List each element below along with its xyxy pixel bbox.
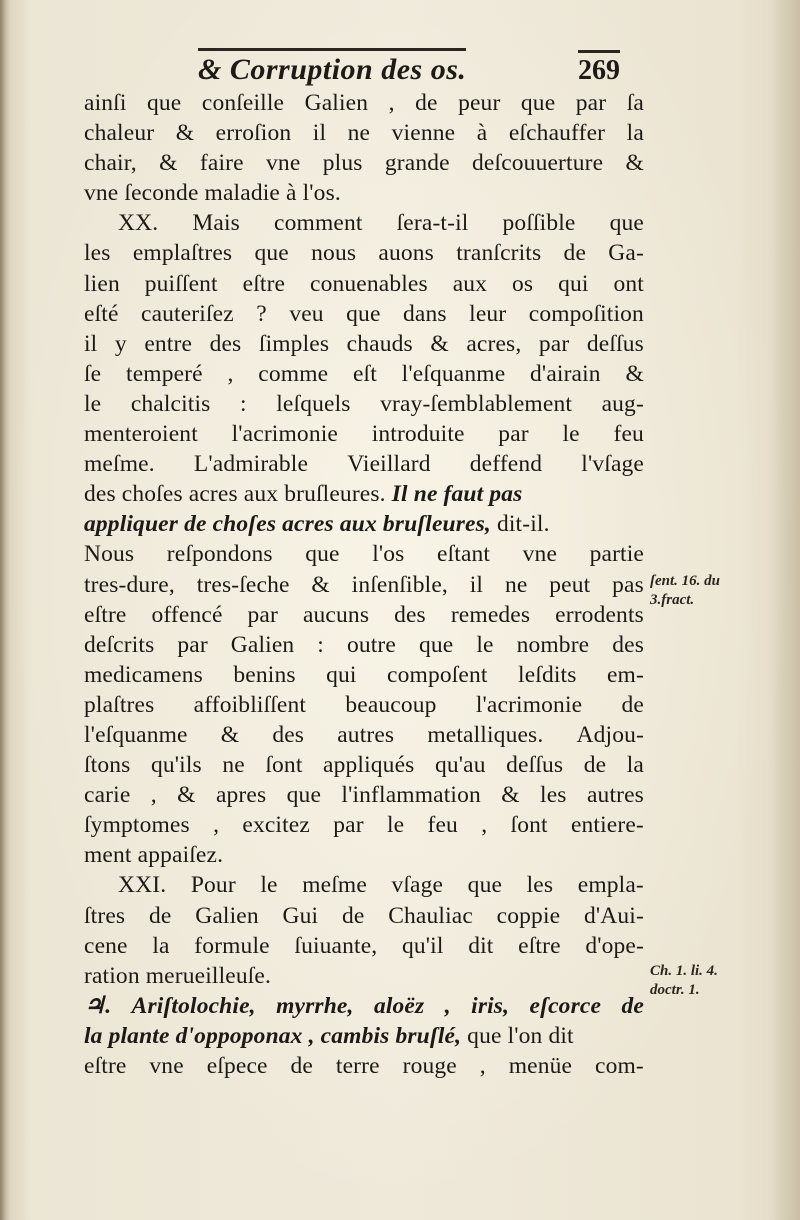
text-line [84,208,644,238]
word: ſtres [84,902,126,929]
margin-note-chapter [650,962,718,1000]
word: que [467,872,503,899]
word: de [583,752,607,779]
word: peut [549,571,591,598]
word: entre [144,330,193,357]
word: ſa [626,90,644,116]
word: eſtre [84,1053,127,1079]
word: Chauliac [388,902,473,929]
text-line [84,660,644,690]
word: L'admirable [193,451,309,478]
word: : [240,390,247,417]
word: eſpece [206,1053,268,1079]
word: rouge [402,1053,457,1079]
word: leſdits [518,661,577,688]
word: Galien [230,631,295,658]
word: les [526,872,554,899]
word: appliqués [323,752,415,779]
word: , [388,90,395,116]
word: ſera-t-il [396,210,469,237]
word: myrrhe, [276,992,354,1019]
word: , [213,812,220,839]
word: eſtre [242,270,286,297]
word: leur [469,300,507,327]
italic-run: Il ne faut pas [391,481,523,508]
word: que [305,541,340,568]
text-line [84,1051,644,1081]
word: par [498,421,529,448]
margin-note-line: 3.fract. [650,592,695,608]
text-line [84,479,644,509]
text-line [84,870,644,900]
word: apres [215,782,267,809]
word: les [540,782,567,809]
word: entiere- [570,812,644,839]
text-line [84,269,644,299]
word: l'eſquanme [84,721,188,748]
page-number: 269 [578,50,620,87]
word: Gui [282,902,319,929]
word: qu'ils [150,752,202,779]
word: & [625,150,644,177]
word: carie [84,782,131,809]
word: grande [384,150,450,177]
word: , [227,360,234,387]
word: ſuiuante, [294,932,378,959]
word: ſimples [258,330,330,357]
text-line: ration merueilleuſe. [84,962,272,989]
word: qu'au [434,752,486,779]
word: Mais [192,210,240,237]
margin-note-sent [650,572,720,610]
word: XXI. [118,872,167,899]
word: ſtons [84,752,131,779]
word: excitez [242,812,310,839]
word: : [317,631,324,658]
text-line [84,449,644,479]
word: que [609,210,644,237]
text-line [84,509,644,539]
word: , [150,782,157,809]
word: Galien [304,90,369,116]
word: remedes [450,601,531,628]
word: medicamens [84,661,203,688]
word: aloëz [373,992,425,1019]
word: eſchauffer [508,120,606,147]
word: il [84,330,98,357]
word: vne [149,1053,184,1079]
word: Ariſtolochie, [131,992,256,1019]
word: vienne [391,120,456,147]
word: em- [606,661,644,688]
word: le [476,631,494,658]
page-gutter [0,0,10,1220]
text-line [84,630,644,660]
word: dans [403,300,447,327]
word: com- [595,1053,644,1079]
text-line [84,600,644,630]
word: formule [194,932,270,959]
word: la [626,120,644,147]
word: XX. [118,210,159,237]
margin-note-line: Ch. 1. li. 4. [650,963,718,979]
word: à [476,120,488,147]
word: ſe [84,360,102,387]
word: chalcitis [130,390,211,417]
word: le [84,390,102,417]
word: que [147,90,182,116]
word: & [501,782,520,809]
text-line [84,1021,644,1051]
word: comme [258,360,329,387]
word: tres-dure, [84,571,175,598]
text-line [84,389,644,419]
word: d'airain [530,360,601,387]
word: compoſent [387,661,488,688]
word: benins [233,661,296,688]
word: qui [326,661,357,688]
word: chauds [346,330,413,357]
word: meſme. [84,451,155,478]
word: empla- [577,872,644,899]
word: peur [458,90,501,116]
word: que [286,782,322,809]
word: par [575,90,607,116]
text-line [84,750,644,780]
word: deſcouuerture [472,150,604,177]
text-line [84,299,644,329]
text-line [84,570,644,600]
word: deſſus [506,752,564,779]
word: des [209,330,242,357]
word: de [341,902,365,929]
word: emplaſtres [132,240,233,267]
word: & [625,360,644,387]
text-line [84,991,644,1021]
word: Vieillard [347,451,431,478]
text-line [84,720,644,750]
word: Ga- [608,240,644,267]
word: il [469,571,484,598]
word: & [177,782,196,809]
word: il [312,120,327,147]
body-text [84,88,644,1081]
word: de [563,240,587,267]
word: aux [452,270,488,297]
word: vſage [391,872,444,899]
word: de [290,1053,313,1079]
word: plus [322,150,363,177]
word: acres, [466,330,522,357]
word: menüe [508,1053,573,1079]
margin-note-line: doctr. 1. [650,982,700,998]
word: l'vſage [581,451,644,478]
word: la [152,932,170,959]
text-line [84,118,644,148]
word: coppie [496,902,561,929]
word: qu'il [402,932,444,959]
text-line [84,148,644,178]
word: le [562,421,580,448]
word: introduite [371,421,465,448]
word: de [621,691,644,718]
word: vne [522,541,558,568]
word: autres [337,721,395,748]
word: ſont [510,812,548,839]
word: par [538,330,570,357]
text-line [84,690,644,720]
roman-run: que l'on dit [461,1022,574,1049]
word: Adjou- [576,721,644,748]
word: erroſion [215,120,292,147]
text-line [84,901,644,931]
word: tranſcrits [456,240,542,267]
word: que [520,90,556,116]
word: eſt [352,360,377,387]
word: autres [586,782,644,809]
word: comment [274,210,363,237]
word: par [247,601,278,628]
word: que [418,631,454,658]
text-line [84,931,644,961]
word: ♃. [84,992,112,1019]
text-line [84,329,644,359]
word: vne [266,150,301,177]
word: le [260,872,278,899]
word: partie [589,541,644,568]
word: leſquels [276,390,351,417]
word: & [220,721,240,748]
word: , [479,1053,486,1079]
page-edge-shadow [770,0,800,1220]
word: de [621,992,644,1019]
word: auons [378,240,434,267]
word: conuenables [310,270,428,297]
word: os [511,270,534,297]
text-line [84,419,644,449]
word: faire [199,150,244,177]
word: cauteriſez [140,300,234,327]
word: deſſus [586,330,644,357]
word: l'eſquanme [401,360,506,387]
word: reſpondons [166,541,273,568]
italic-run: appliquer de choſes acres aux bruſleures, [84,511,491,538]
word: de [415,90,438,116]
word: puiſſent [144,270,218,297]
word: & [430,330,449,357]
text-line [84,88,644,118]
word: l'acrimonie [231,421,338,448]
word: l'acrimonie [475,691,583,718]
italic-run: la plante d'oppoponax , cambis bruſlé, [84,1022,462,1049]
word: compoſition [528,300,644,327]
word: offencé [151,601,223,628]
word: eſtant [437,541,491,568]
margin-note-line: ſent. 16. du [650,573,721,589]
roman-run: dit-il. [490,511,550,538]
word: deffend [469,451,543,478]
roman-run: des choſes acres aux bruſleures. [84,481,392,508]
word: poſſible [502,210,576,237]
word: conſeille [201,90,285,116]
word: outre [346,631,396,658]
word: ne [222,752,245,779]
word: ainſi [84,90,127,116]
word: plaſtres [84,691,155,718]
word: errodents [555,601,644,628]
word: cene [84,932,128,959]
word: d'Aui- [583,902,644,929]
word: nombre [516,631,590,658]
word: chaleur [84,120,155,147]
word: que [346,300,381,327]
word: par [177,631,208,658]
word: feu [613,421,644,448]
word: pas [612,571,644,598]
word: des [394,601,426,628]
text-line [84,539,644,569]
word: Galien [195,902,259,929]
word: ont [613,270,644,297]
word: eſtre [518,932,561,959]
word: feu [427,812,458,839]
word: des [272,721,305,748]
word: nous [311,240,357,267]
word: , [481,812,488,839]
word: les [84,240,111,267]
word: eſté [84,300,119,327]
word: inſenſible, [351,571,448,598]
word: tres-ſeche [196,571,290,598]
word: vray-ſemblablement [380,390,573,417]
word: d'ope- [585,932,644,959]
word: meſme [302,872,367,899]
word: & [175,120,195,147]
word: ne [347,120,371,147]
word: eſcorce [529,992,602,1019]
word: terre [335,1053,380,1079]
word: y [114,330,127,357]
word: beaucoup [345,691,437,718]
word: affoibliſſent [193,691,307,718]
word: des [612,631,644,658]
text-line [84,359,644,389]
word: ? [256,300,267,327]
running-head: & Corruption des os. [198,48,466,87]
page-header [0,38,800,88]
word: , [444,992,451,1019]
word: ne [504,571,528,598]
text-line [84,810,644,840]
word: temperé [126,360,203,387]
word: l'os [372,541,405,568]
word: veu [289,300,324,327]
word: eſtre [84,601,127,628]
word: qui [558,270,589,297]
word: & [159,150,178,177]
word: Pour [190,872,236,899]
word: aug- [601,390,644,417]
word: par [333,812,364,839]
word: aucuns [302,601,370,628]
word: iris, [471,992,510,1019]
word: lien [84,270,120,297]
text-line: ment appaiſez. [84,842,224,869]
text-line [84,780,644,810]
word: de [148,902,172,929]
text-line [84,238,644,268]
word: Nous [84,541,135,568]
word: metalliques. [427,721,544,748]
word: le [386,812,405,839]
word: l'inflammation [341,782,481,809]
word: dit [468,932,494,959]
text-line: vne ſeconde maladie à l'os. [84,180,341,207]
word: & [311,571,330,598]
word: ſymptomes [84,812,190,839]
word: la [626,752,644,779]
word: menteroient [84,421,198,448]
word: ſont [265,752,303,779]
word: que [254,240,289,267]
word: deſcrits [84,631,155,658]
word: chair, [84,150,137,177]
